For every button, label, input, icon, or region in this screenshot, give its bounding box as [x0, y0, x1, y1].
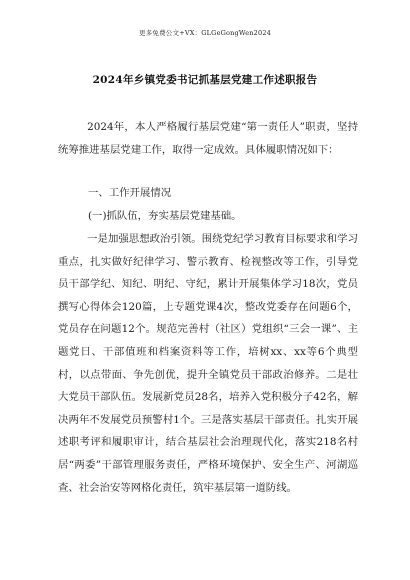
main-paragraph: 一是加强思想政治引领。围绕党纪学习教育目标要求和学习重点，扎实做好纪律学习、警示教育、检视整改等工作，引导党员干部学纪、知纪、明纪、守纪，累计开展集体学习18次，党员撰写心得体会120篇，上专题党课4次，整改党委存在问题6个，党员存在问题12个。规范完善村（社区）党组织“三会一课”、主题党日、干部值班和档案资料等工作，培树xx、xx等6个典型村，以点带面、争先创优，提升全镇党员干部政治修养。二是壮大党员干部队伍。发展新党员28名，培养入党积极分子42名，解决两年不发展党员预警村1个。三是落实基层干部责任。扎实开展述职考评和履职审计，结合基层社会治理现代化，落实218名村居“两委”干部管理服务责任，严格环境保护、安全生产、河湖巡查、社会治安等网格化责任，筑牢基层第一道防线。: [58, 233, 358, 494]
header-note: 更多免费公文+VX：GLGeGongWen2024: [139, 29, 271, 37]
intro-paragraph: 2024年，本人严格履行基层党建“第一责任人”职责，坚持统筹推进基层党建工作，取得一定成效。具体履职情况如下：: [58, 121, 358, 156]
subsection-heading: (一)抓队伍，夯实基层党建基础。: [88, 210, 242, 222]
document-title: 2024年乡镇党委书记抓基层党建工作述职报告: [92, 74, 318, 86]
section-heading: 一、工作开展情况: [88, 187, 172, 199]
